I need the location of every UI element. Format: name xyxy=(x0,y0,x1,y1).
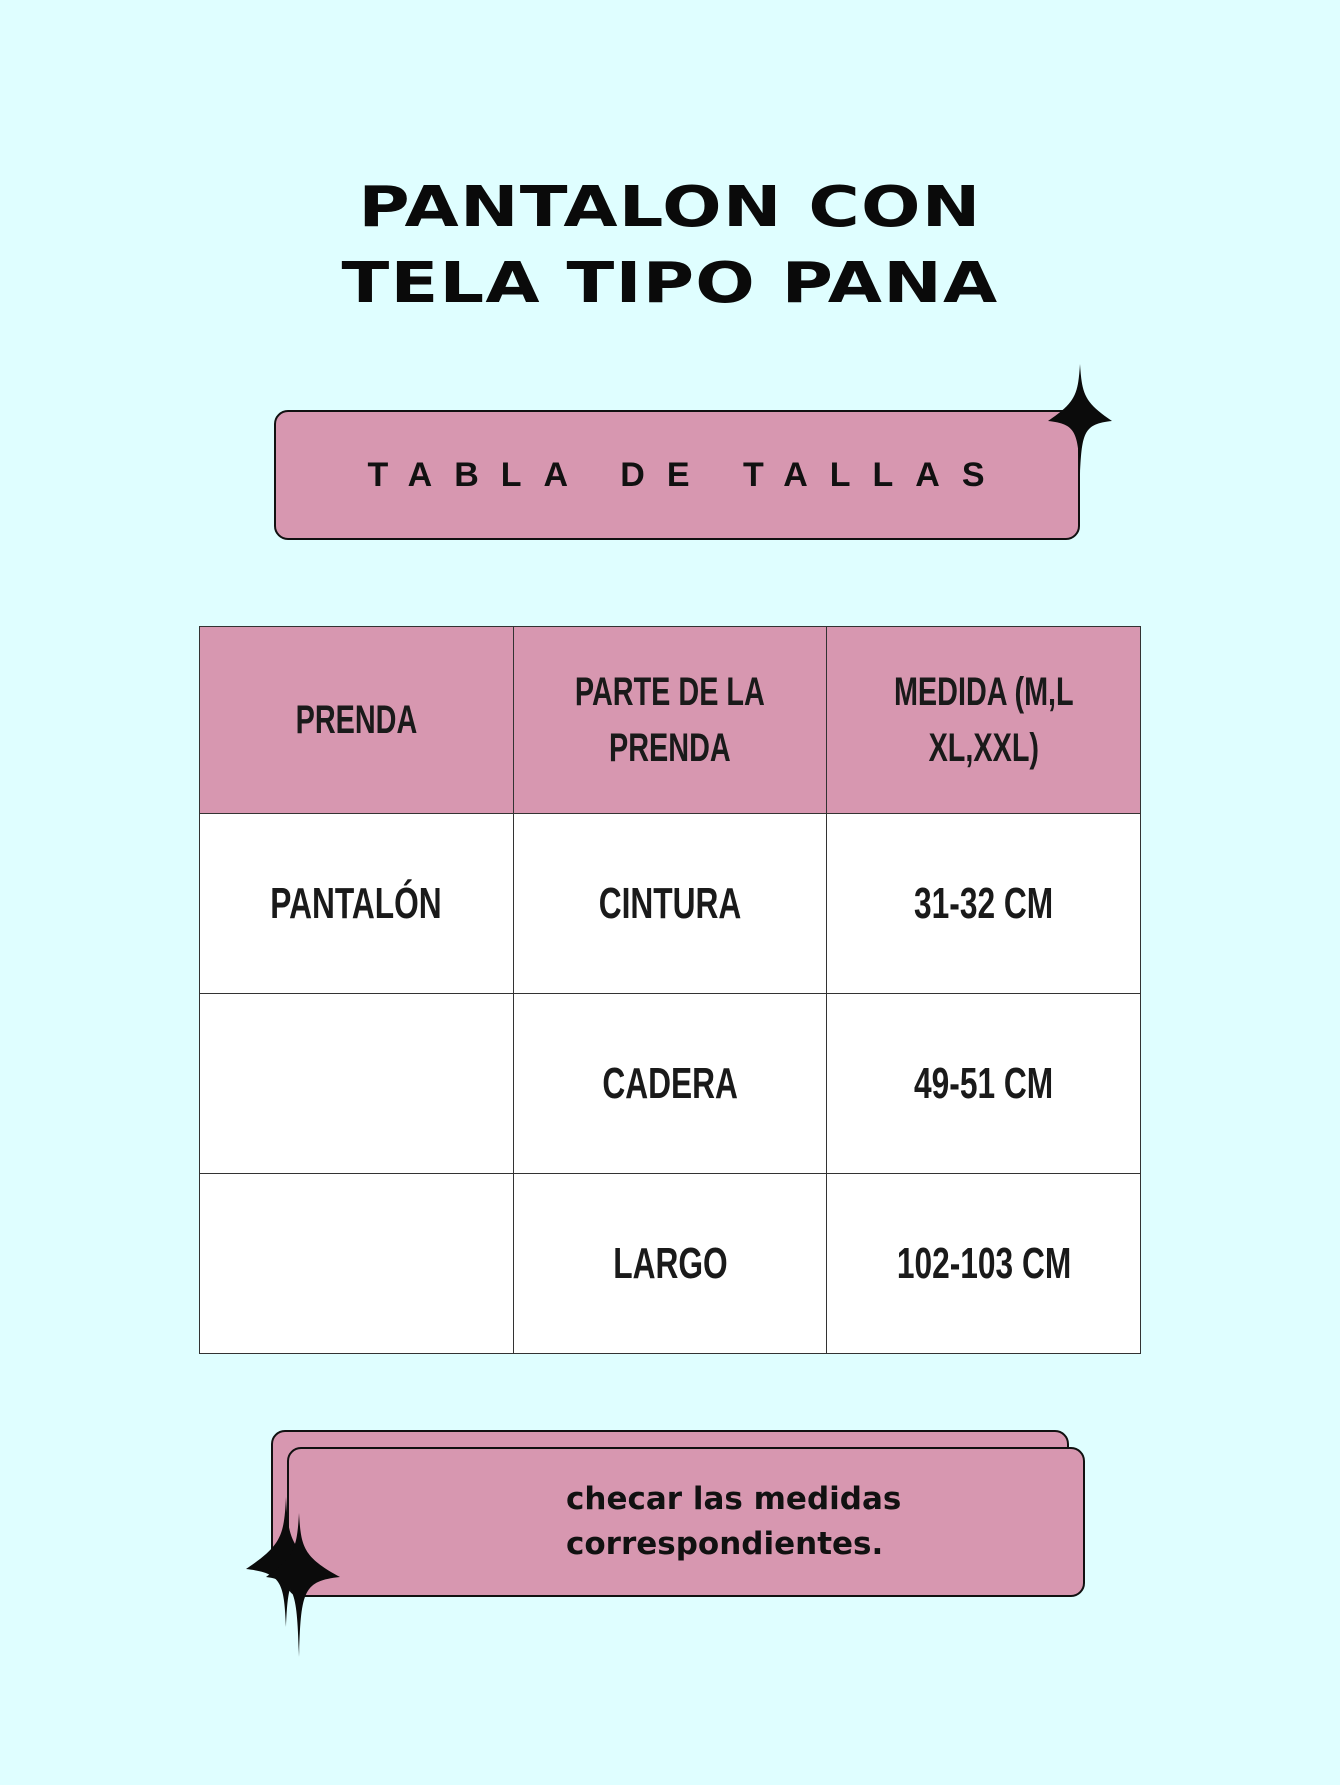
table-row xyxy=(200,994,1141,1174)
table-header-row xyxy=(200,627,1141,814)
table-cell: CINTURA xyxy=(513,814,827,994)
sparkle-icon xyxy=(1048,364,1112,474)
table-cell xyxy=(200,1174,514,1354)
size-chart-banner xyxy=(274,410,1080,540)
title-line-1: PANTALON CON xyxy=(358,175,982,240)
table-row xyxy=(200,814,1141,994)
double-sparkle-icon xyxy=(246,1497,340,1657)
title-line-2: TELA TIPO PANA xyxy=(341,251,999,316)
table-cell: 49-51 CM xyxy=(827,994,1141,1174)
table-cell: 102-103 CM xyxy=(827,1174,1141,1354)
header-parte: PARTE DE LA PRENDA xyxy=(513,627,827,814)
note-line-2: correspondientes. xyxy=(566,1526,884,1562)
table-cell: CADERA xyxy=(513,994,827,1174)
header-medida: MEDIDA (M,L XL,XXL) xyxy=(827,627,1141,814)
table-cell xyxy=(200,994,514,1174)
size-table xyxy=(199,626,1141,1354)
table-cell: 31-32 CM xyxy=(827,814,1141,994)
page-title xyxy=(0,170,1340,322)
note-text xyxy=(566,1477,1046,1567)
table-cell: PANTALÓN xyxy=(200,814,514,994)
note-line-1: checar las medidas xyxy=(566,1481,902,1517)
table-cell: LARGO xyxy=(513,1174,827,1354)
banner-label: TABLA DE TALLAS xyxy=(367,455,1007,494)
table-row xyxy=(200,1174,1141,1354)
header-prenda: PRENDA xyxy=(200,627,514,814)
